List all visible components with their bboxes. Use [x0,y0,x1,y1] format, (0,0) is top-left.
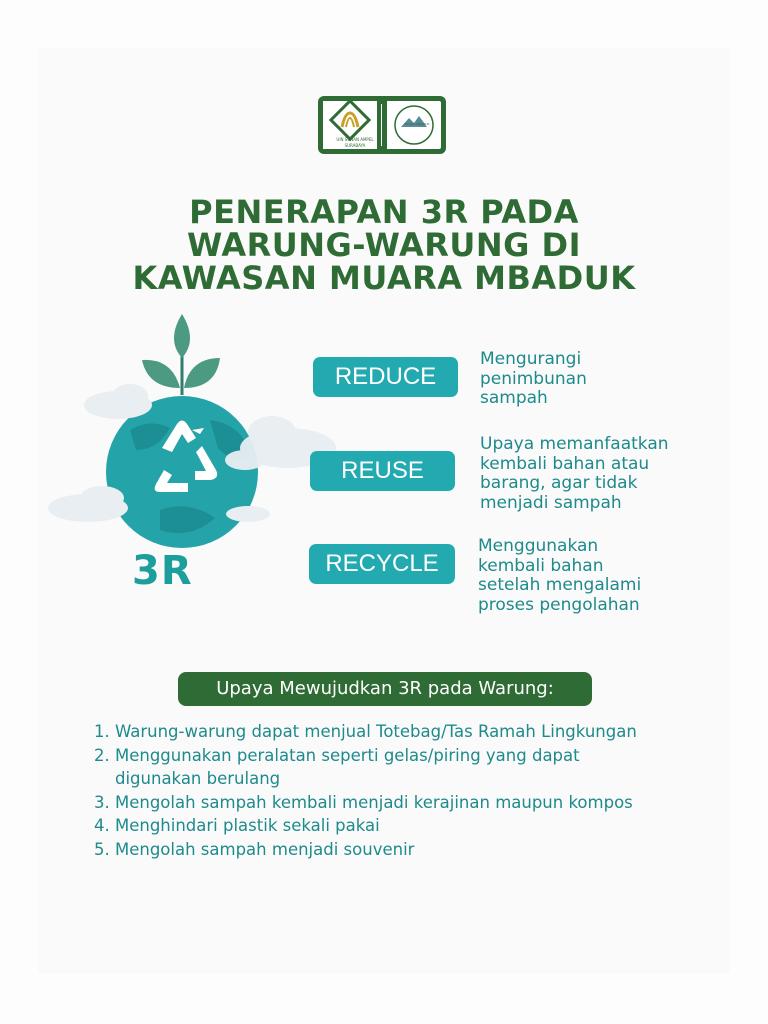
recycle-globe-illustration [40,300,340,550]
logo-badge [318,96,446,154]
leaf-icon [174,314,190,358]
description-line: Menggunakan [478,536,599,556]
muara-caption: MUARA MBADUK [404,122,430,126]
description-line: proses pengolahan [478,594,640,615]
description-line: barang, agar tidak [480,473,638,493]
uin-caption: UIN SUNAN AMPEL [336,137,374,142]
description-line: menjadi sampah [480,492,622,513]
list-item: 3. Mengolah sampah kembali menjadi kerajinan maupun kompos [94,792,633,812]
description-line: Mengurangi [480,349,582,369]
three-r-label: 3R [132,548,193,594]
title-line-2: WARUNG-WARUNG DI [186,226,582,264]
leaf-icon [184,358,220,388]
reuse-description [480,435,669,513]
description-line: kembali bahan atau [480,453,650,474]
description-line: penimbunan [480,368,587,389]
list-item: 2. Menggunakan peralatan seperti gelas/piring yang dapat [94,745,580,765]
reduce-pill: REDUCE [313,357,458,397]
list-item: 1. Warung-warung dapat menjual Totebag/Tas Ramah Lingkungan [94,722,637,741]
description-line: setelah mengalami [478,575,642,595]
cloud-icon [84,384,152,419]
title-line-3: KAWASAN MUARA MBADUK [132,259,636,297]
list-item-continuation: digunakan berulang [115,769,281,788]
description-line: Upaya memanfaatkan [480,434,669,454]
title-line-1: PENERAPAN 3R PADA [189,193,579,231]
reduce-description [480,350,587,409]
recycle-description [478,537,641,615]
efforts-heading: Upaya Mewujudkan 3R pada Warung: [178,672,592,706]
uin-logo [323,101,377,149]
logo-divider [381,104,382,146]
leaf-icon [142,360,180,388]
uin-subcaption: SURABAYA [344,143,366,148]
recycle-pill: RECYCLE [309,544,455,584]
list-item: 5. Mengolah sampah menjadi souvenir [94,839,415,859]
reuse-pill: REUSE [310,451,455,491]
description-line: sampah [480,388,548,408]
list-item: 4. Menghindari plastik sekali pakai [94,816,380,835]
page-title [40,193,728,297]
description-line: kembali bahan [478,555,604,576]
efforts-list [94,720,637,861]
